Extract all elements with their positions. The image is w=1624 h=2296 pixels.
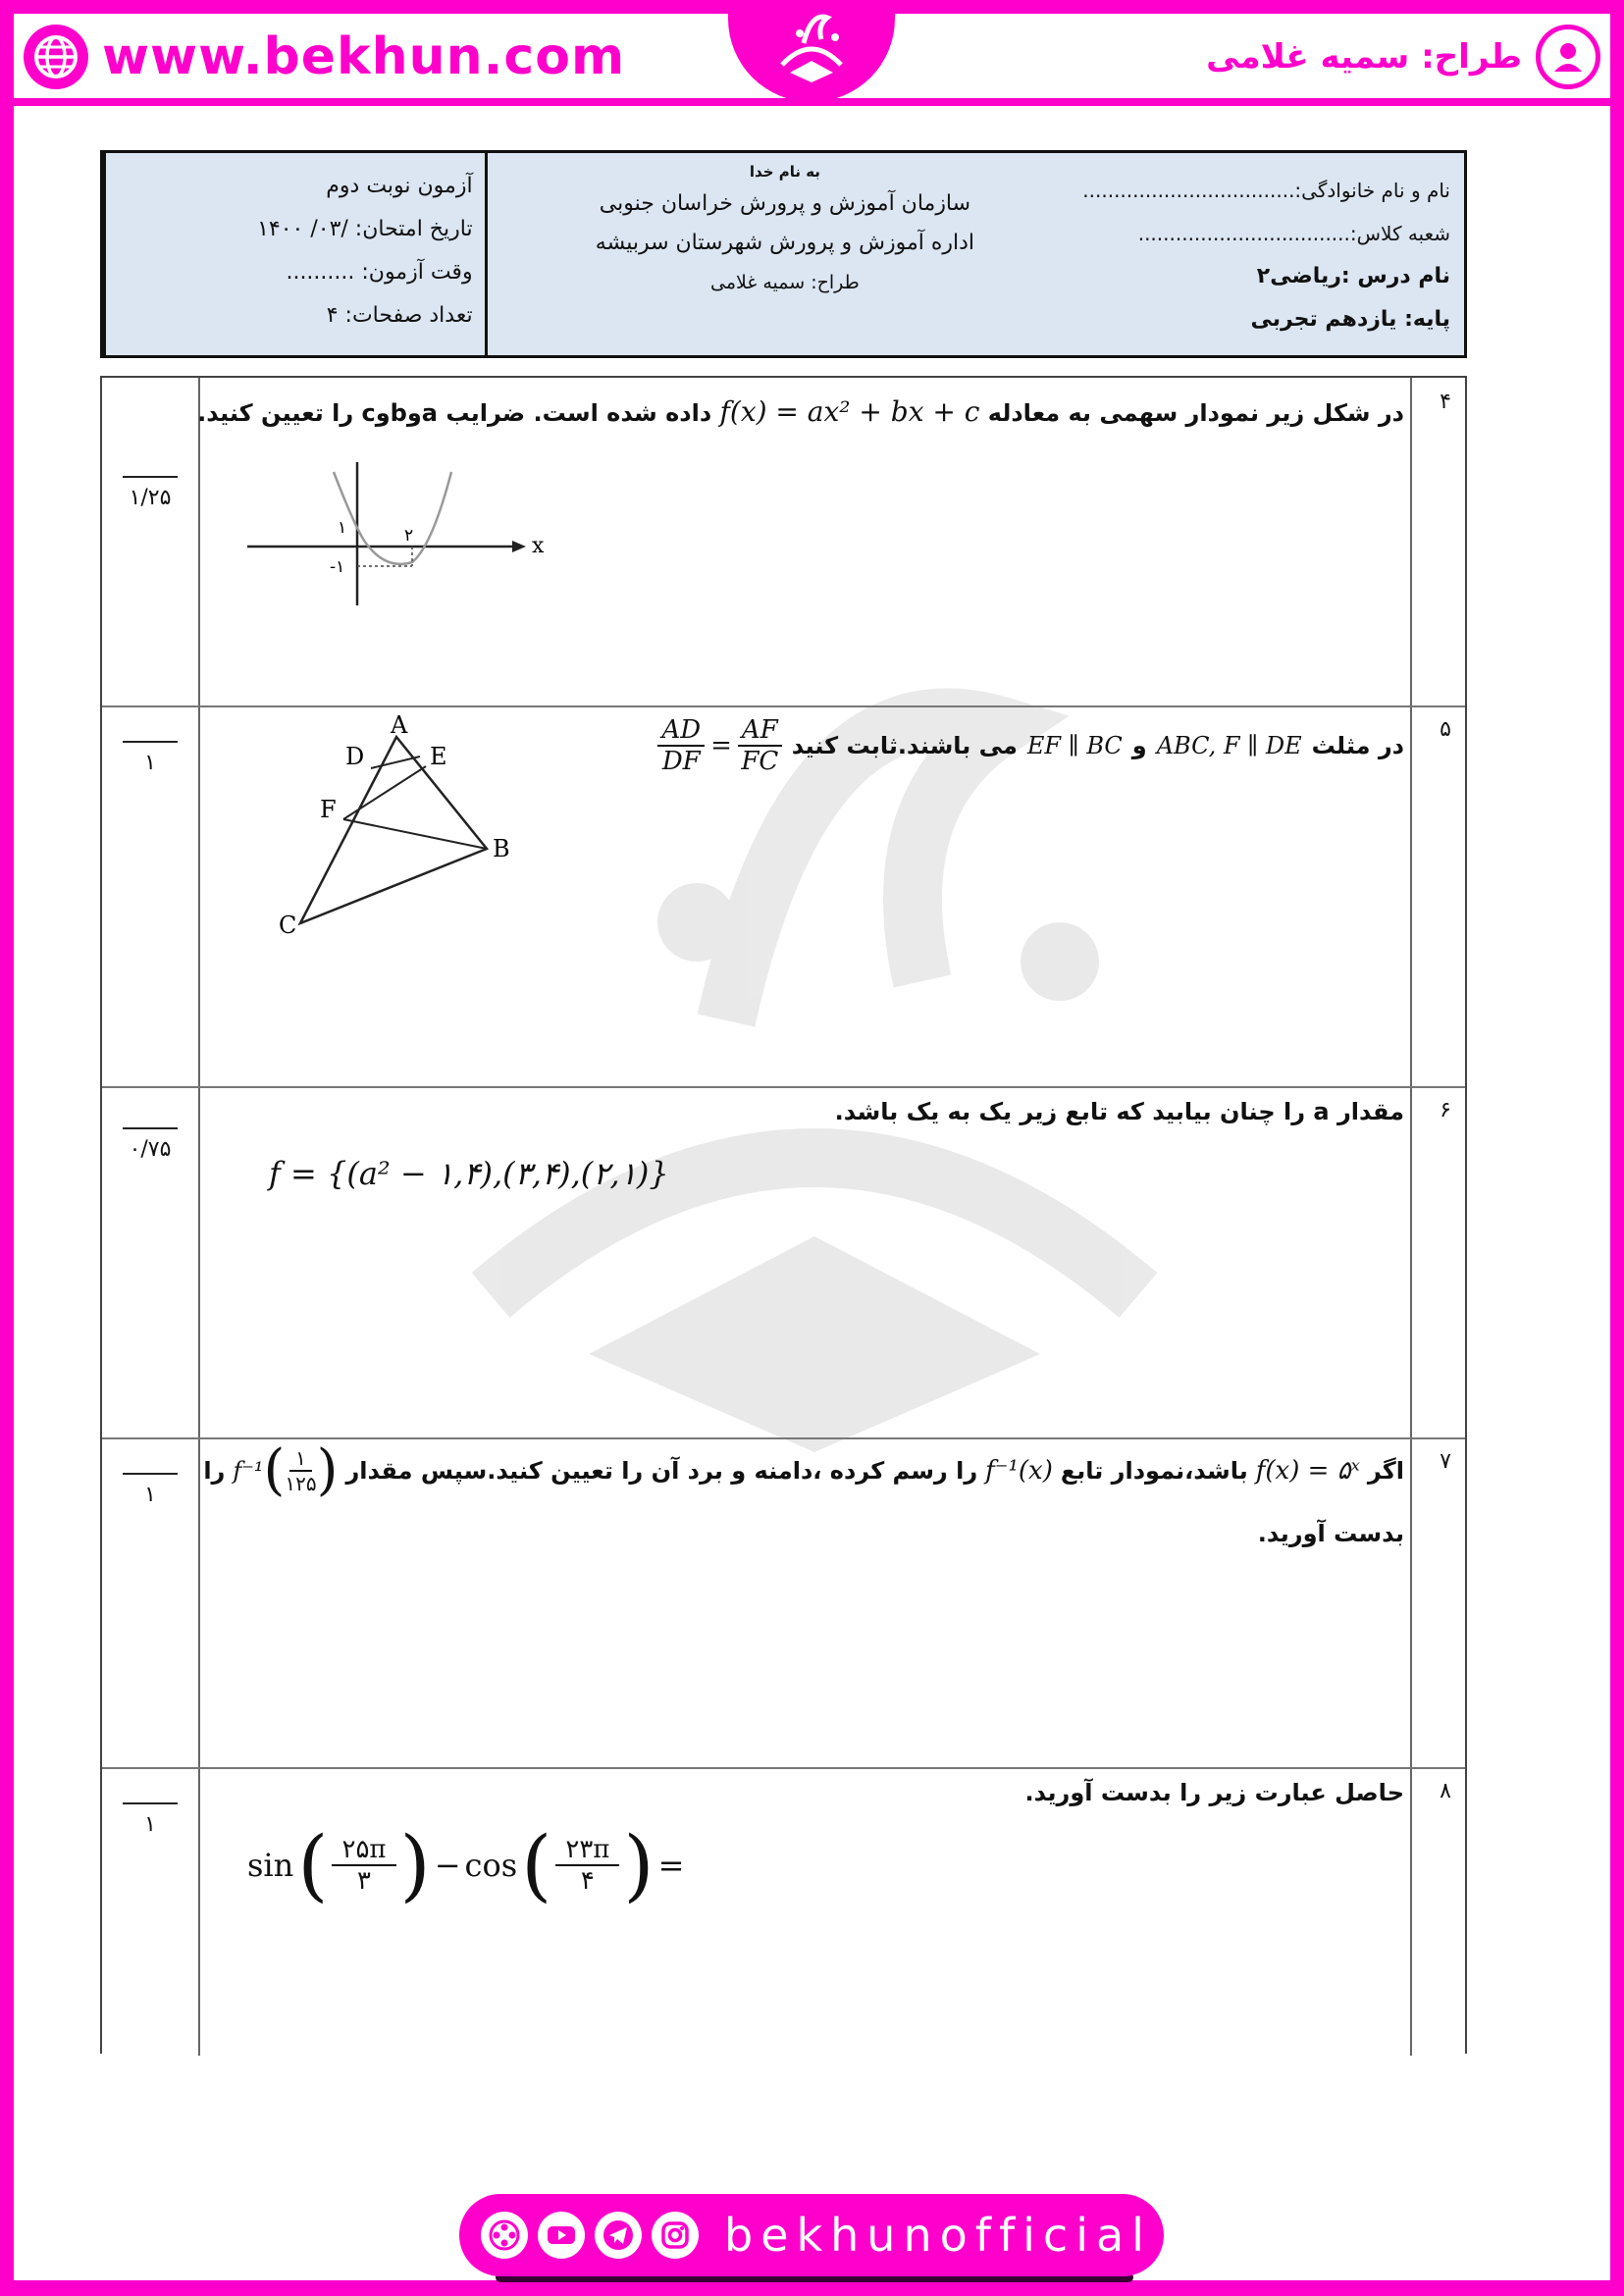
ratio-equation: [657, 715, 781, 776]
question-score: [120, 476, 181, 510]
fraction-numerator: ۲۳π: [555, 1835, 619, 1866]
exam-header: [100, 150, 1467, 358]
fraction-numerator: AF: [738, 715, 782, 747]
function-set-formula: f = {(a² − ۱,۴),(۳,۴),(۲,۱)}: [269, 1155, 669, 1192]
question-score: [120, 1127, 181, 1162]
score-value: ۱: [144, 751, 156, 775]
vertex-c: C: [279, 912, 297, 939]
question-text-part: اگر: [1367, 1457, 1404, 1485]
segment-de: [371, 757, 420, 768]
question-score: [120, 741, 181, 775]
parabola-curve: [334, 472, 451, 564]
question-number: ۸: [1440, 1779, 1451, 1803]
cos-fraction: [555, 1835, 619, 1896]
social-handle[interactable]: bekhunofficial: [724, 2209, 1152, 2262]
question-number: ۶: [1440, 1098, 1451, 1122]
question-score: [120, 1802, 181, 1837]
globe-icon: [24, 25, 88, 89]
instagram-icon[interactable]: [652, 2212, 699, 2259]
question-text-line-2: بدست آورید.: [1257, 1520, 1404, 1547]
course-line: نام درس :ریاضی۲: [1256, 264, 1450, 288]
score-value: ۱: [144, 1483, 156, 1507]
question-text: [197, 395, 1404, 428]
class-line: شعبه کلاس:..................................: [1137, 222, 1450, 245]
question-text-part: را: [203, 1457, 226, 1485]
org-line-2: اداره آموزش و پرورش شهرستان سربیشه: [595, 231, 975, 255]
sin-fraction: [332, 1835, 395, 1896]
question-formula: EF ∥ BC: [1026, 732, 1123, 759]
designer-badge: [1206, 18, 1600, 96]
telegram-icon[interactable]: [595, 2212, 642, 2259]
question-text-part: و: [1131, 732, 1147, 759]
question-formula: f⁻¹(x): [985, 1456, 1053, 1486]
inverse-value-formula: [233, 1438, 339, 1502]
question-row-6: [102, 1086, 1465, 1439]
vertex-e: E: [430, 743, 447, 770]
fraction-ad-df: [657, 715, 705, 776]
question-number: ۷: [1440, 1449, 1451, 1474]
score-bar: [123, 476, 178, 478]
question-row-8: [102, 1767, 1465, 2056]
youtube-icon[interactable]: [538, 2212, 585, 2259]
equals-sign: =: [710, 731, 732, 760]
left-paren: (: [263, 1438, 286, 1502]
cos-function: cos: [464, 1847, 518, 1884]
brand-logo: [728, 0, 895, 102]
question-formula: f(x) = ۵ˣ: [1255, 1456, 1360, 1486]
grade-line: پایه: یازدهم تجربی: [1250, 307, 1450, 332]
fraction-numerator: ۲۵π: [332, 1835, 395, 1866]
question-number: ۵: [1440, 717, 1451, 742]
question-text-part: می باشند.ثابت کنید: [791, 732, 1018, 759]
y-tick-positive: ۱: [338, 518, 347, 538]
fraction-1-125: [285, 1446, 316, 1495]
fraction-denominator: FC: [741, 747, 779, 776]
question-text: مقدار a را چنان بیابید که تابع زیر یک به یک باشد.: [834, 1098, 1404, 1125]
question-text-part: را رسم کرده ،دامنه و برد آن را تعیین کنید.سپس مقدار: [345, 1457, 978, 1485]
question-text: [657, 715, 1404, 776]
score-value: ۰/۷۵: [129, 1137, 172, 1162]
fraction-denominator: ۴: [580, 1866, 595, 1896]
question-formula: ABC, F ∥ DE: [1156, 732, 1302, 759]
designer-label: طراح: سمیه غلامی: [1206, 37, 1522, 77]
question-row-5: [102, 705, 1465, 1088]
fraction-denominator: ۱۲۵: [285, 1472, 317, 1495]
y-tick-negative: -۱: [330, 557, 345, 577]
exam-date: تاریخ امتحان: /۰۳/ ۱۴۰۰: [257, 217, 473, 241]
score-value: ۱/۲۵: [129, 486, 172, 510]
score-bar: [123, 1473, 178, 1475]
social-footer: [459, 2194, 1164, 2276]
score-bar: [123, 1802, 178, 1804]
inverse-function-symbol: f⁻¹: [233, 1457, 264, 1485]
site-url[interactable]: www.bekhun.com: [102, 27, 626, 86]
score-bar: [123, 1127, 178, 1129]
question-score: [120, 1473, 181, 1507]
sin-function: sin: [247, 1847, 294, 1884]
trig-expression: [247, 1819, 685, 1910]
fraction-denominator: DF: [661, 747, 701, 776]
fraction-numerator: AD: [657, 715, 705, 747]
fraction-denominator: ۳: [357, 1866, 371, 1896]
x-axis-label: x: [532, 534, 545, 558]
org-line-1: سازمان آموزش و پرورش خراسان جنوبی: [599, 191, 971, 216]
basmala: به نام خدا: [749, 163, 820, 181]
exam-time: وقت آزمون: ..........: [286, 260, 473, 285]
exam-info: [103, 153, 485, 355]
fraction-af-fc: [738, 715, 782, 776]
question-row-7: [102, 1437, 1465, 1769]
right-paren: ): [399, 1819, 431, 1910]
left-paren: (: [297, 1819, 329, 1910]
score-bar: [123, 741, 178, 743]
question-text: حاصل عبارت زیر را بدست آورید.: [1024, 1779, 1404, 1806]
vertex-f: F: [320, 796, 337, 823]
student-name-line: نام و نام خانوادگی:..................................: [1082, 179, 1450, 202]
right-paren: ): [316, 1438, 339, 1502]
segment-fe: [343, 766, 426, 819]
triangle-figure: [277, 711, 610, 941]
vertex-b: B: [493, 835, 510, 862]
org-designer: طراح: سمیه غلامی: [710, 272, 860, 293]
parabola-graph: [247, 462, 545, 609]
film-reel-icon[interactable]: [481, 2212, 528, 2259]
minus-sign: −: [434, 1847, 461, 1884]
exam-pages: تعداد صفحات: ۴: [326, 303, 473, 328]
question-formula: f(x) = ax² + bx + c: [719, 395, 980, 428]
user-icon: [1536, 25, 1600, 89]
student-info: [1082, 153, 1464, 355]
question-number: ۴: [1440, 390, 1451, 414]
x-axis-arrow: [512, 541, 526, 552]
question-text-part: در مثلث: [1311, 732, 1404, 759]
question-row-4: [102, 378, 1465, 707]
right-paren: ): [623, 1819, 655, 1910]
questions-table: [100, 376, 1467, 2054]
score-value: ۱: [144, 1812, 156, 1837]
question-text: [203, 1438, 1404, 1502]
question-text-part: داده شده است. ضرایب aوbوc را تعیین کنید.: [197, 399, 712, 427]
left-paren: (: [521, 1819, 552, 1910]
exam-title: آزمون نوبت دوم: [326, 174, 473, 198]
question-text-part: باشد،نمودار تابع: [1060, 1457, 1248, 1485]
vertex-a: A: [391, 711, 408, 739]
vertex-d: D: [345, 743, 365, 770]
question-text-part: در شکل زیر نمودار سهمی به معادله: [987, 399, 1404, 427]
equals-sign: =: [657, 1847, 685, 1884]
org-info: [485, 153, 1083, 355]
fraction-numerator: ۱: [289, 1446, 312, 1472]
x-tick: ۲: [404, 526, 414, 546]
site-link[interactable]: [24, 18, 625, 96]
